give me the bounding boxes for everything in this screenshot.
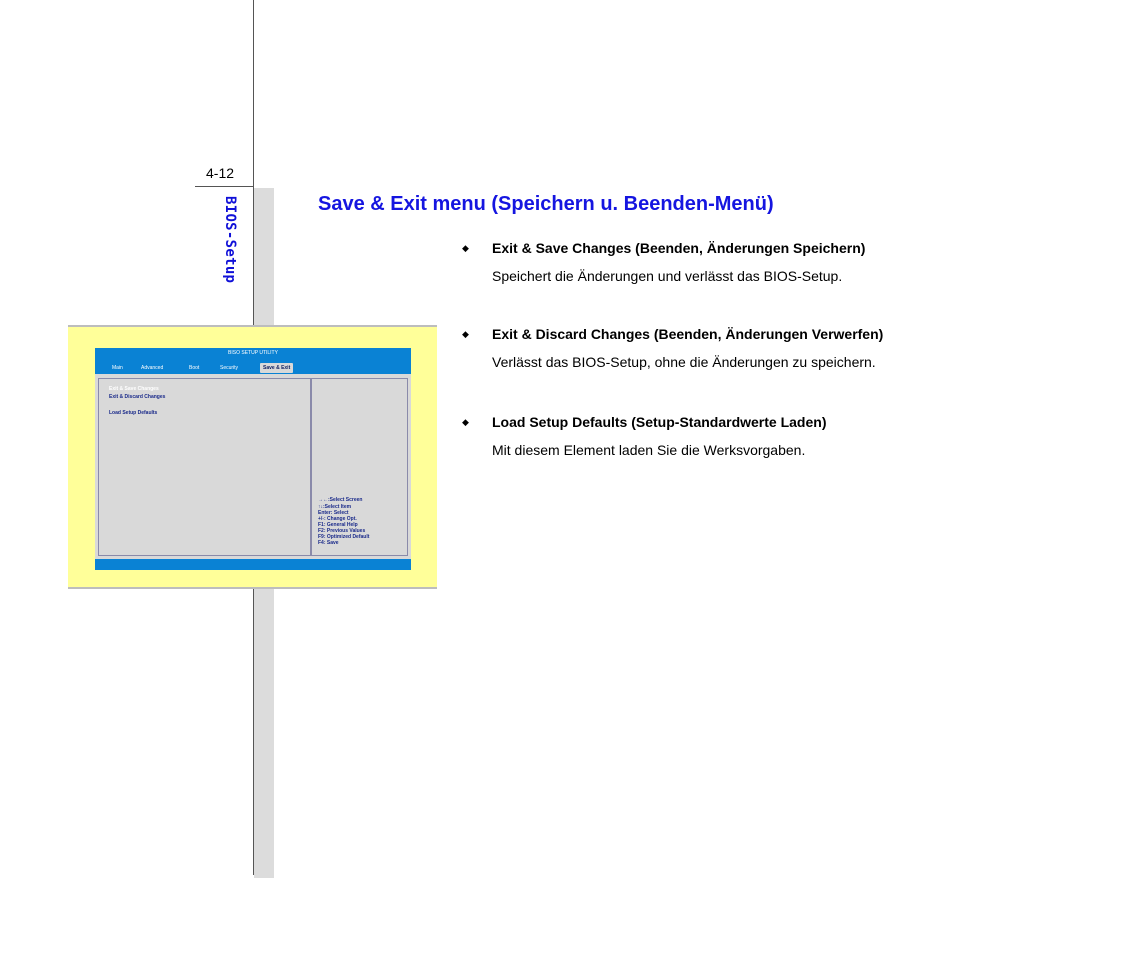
- section-label: BIOS-Setup: [222, 196, 238, 284]
- help-line: F2: Previous Values: [318, 528, 366, 534]
- item-heading: Exit & Save Changes (Beenden, Änderungen Speichern): [492, 240, 866, 256]
- help-line: +/-: Change Opt.: [318, 516, 357, 522]
- menu-item-load-defaults[interactable]: Load Setup Defaults: [109, 410, 158, 416]
- bullet-icon: ◆: [462, 243, 469, 253]
- tab-boot[interactable]: Boot: [189, 365, 200, 371]
- bios-title-bar: [95, 348, 411, 374]
- help-line: Enter: Select: [318, 510, 349, 516]
- tab-main[interactable]: Main: [112, 365, 123, 371]
- bios-tabs: [95, 363, 411, 374]
- bios-screen: [95, 348, 411, 570]
- help-line: ↑↓:Select Item: [318, 504, 352, 510]
- item-heading: Load Setup Defaults (Setup-Standardwerte Laden): [492, 414, 827, 430]
- bullet-icon: ◆: [462, 329, 469, 339]
- item-heading: Exit & Discard Changes (Beenden, Änderungen Verwerfen): [492, 326, 884, 342]
- page-number: 4-12: [206, 165, 235, 181]
- help-line: F9: Optimized Default: [318, 534, 370, 540]
- bios-menu-panel: [98, 378, 311, 556]
- tab-advanced[interactable]: Advanced: [141, 365, 164, 371]
- item-description: Verlässt das BIOS-Setup, ohne die Änderungen zu speichern.: [492, 354, 876, 370]
- bullet-icon: ◆: [462, 417, 469, 427]
- menu-item-exit-discard[interactable]: Exit & Discard Changes: [109, 394, 166, 400]
- bios-status-bar: [95, 559, 411, 570]
- bios-help-panel: [311, 378, 408, 556]
- item-description: Mit diesem Element laden Sie die Werksvorgaben.: [492, 442, 806, 458]
- tab-security[interactable]: Security: [220, 365, 239, 371]
- help-line: →←:Select Screen: [318, 497, 363, 503]
- item-description: Speichert die Änderungen und verlässt das BIOS-Setup.: [492, 268, 843, 284]
- tab-save-exit[interactable]: Save & Exit: [260, 363, 293, 373]
- page-title: Save & Exit menu (Speichern u. Beenden-Menü): [318, 193, 774, 215]
- help-line: F1: General Help: [318, 522, 358, 528]
- page-number-rule: [195, 186, 254, 187]
- menu-item-exit-save[interactable]: Exit & Save Changes: [109, 386, 159, 392]
- bios-title: BISO SETUP UTILITY: [228, 350, 278, 356]
- bios-screenshot-frame: [68, 325, 437, 589]
- help-line: F4: Save: [318, 540, 339, 546]
